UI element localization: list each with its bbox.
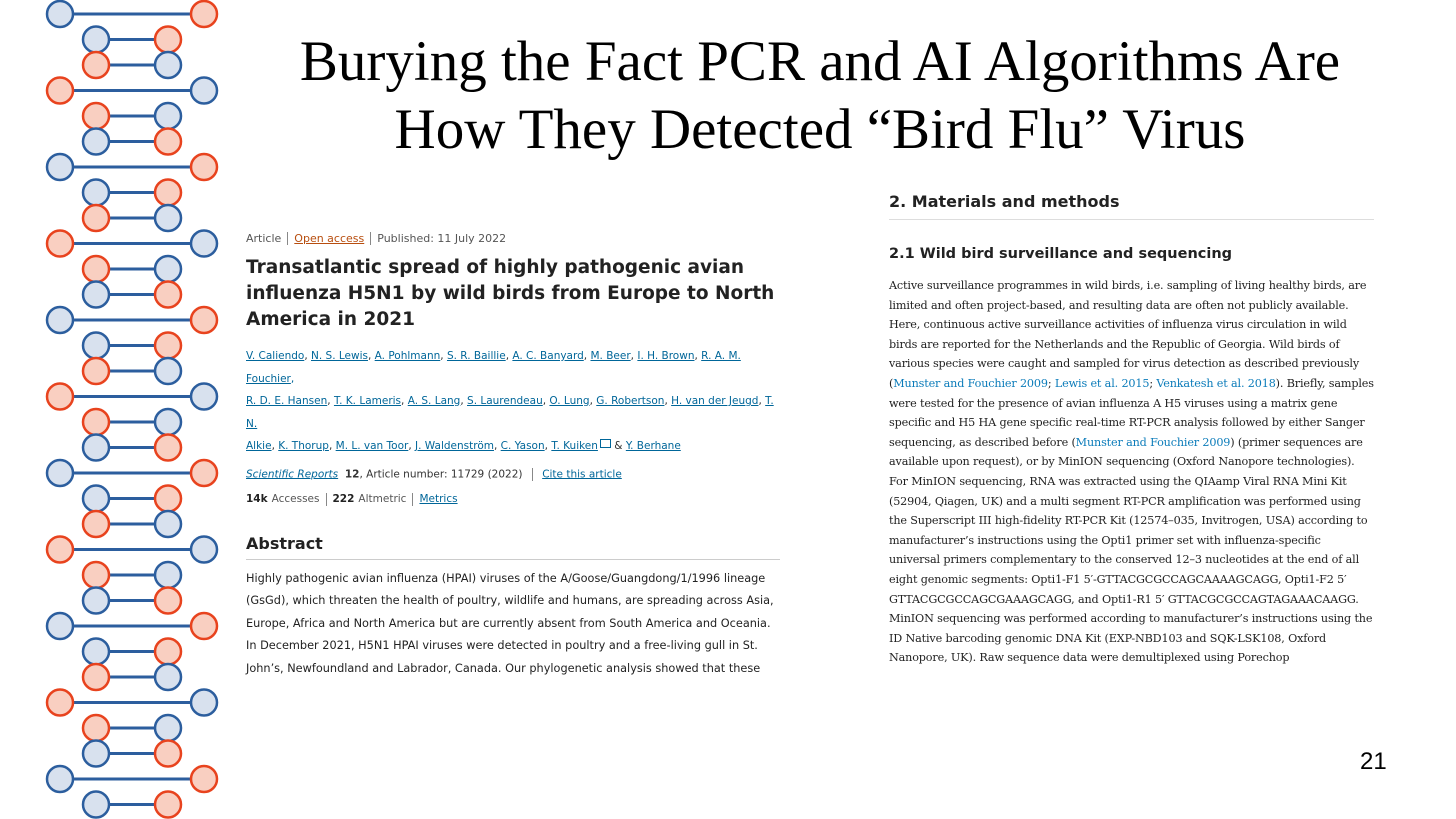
author-link[interactable]: M. Beer	[590, 350, 631, 362]
dna-base-red	[155, 129, 181, 155]
author-link[interactable]: J. Waldenström	[415, 440, 494, 452]
dna-base-red	[155, 792, 181, 818]
author-link[interactable]: H. van der Jeugd	[671, 395, 759, 407]
article-metrics	[246, 493, 780, 506]
author-link[interactable]: A. Pohlmann	[374, 350, 441, 362]
dna-base-blue	[155, 256, 181, 282]
page-number: 21	[1360, 748, 1387, 775]
slide-title-line-1: Burying the Fact PCR and AI Algorithms Are	[299, 30, 1341, 93]
dna-base-red	[83, 358, 109, 384]
abstract-body	[246, 568, 780, 681]
dna-base-red	[83, 511, 109, 537]
altmetric-value: 222	[332, 493, 355, 505]
dna-base-blue	[83, 486, 109, 512]
dna-base-red	[155, 27, 181, 53]
dna-base-red	[83, 52, 109, 78]
author-link[interactable]: T. K. Lameris	[333, 395, 402, 407]
paragraph-text: Active surveillance programmes in wild birds, i.e. sampling of living healthy birds, are limited and often project-based, and resulting data are often not publicly available. Here, continuous active surveillance activities of influenza virus circulation in wild birds are reported for the Netherlands and the Republic of Georgia. Wild birds of various species were caught and sampled for virus detection as described previously (	[889, 279, 1367, 390]
article-meta	[246, 232, 780, 245]
dna-base-blue	[83, 333, 109, 359]
author-link[interactable]: R. D. E. Hansen	[246, 395, 328, 407]
dna-base-blue	[83, 282, 109, 308]
meta-divider	[326, 493, 327, 506]
dna-base-blue	[83, 435, 109, 461]
author-link[interactable]: S. R. Baillie	[446, 350, 506, 362]
altmetric-label: Altmetric	[358, 493, 407, 505]
dna-base-blue	[83, 639, 109, 665]
accesses-label: Accesses	[271, 493, 320, 505]
dna-base-blue	[83, 180, 109, 206]
dna-base-red	[47, 690, 73, 716]
author-link[interactable]: S. Laurendeau	[467, 395, 543, 407]
dna-base-blue	[155, 715, 181, 741]
subsection-heading: 2.1 Wild bird surveillance and sequencing	[889, 246, 1233, 262]
dna-base-red	[191, 307, 217, 333]
author-line: R. D. E. Hansen, T. K. Lameris, A. S. Lang, S. Laurendeau, O. Lung, G. Robertson, H. van der Jeugd, T. N.	[246, 395, 774, 430]
author-link[interactable]: G. Robertson	[596, 395, 665, 407]
dna-base-red	[155, 435, 181, 461]
paragraph-text: ). Briefly, samples were tested for the presence of avian influenza A H5 viruses using a matrix gene specific and H5 HA gene specific real-time RT-PCR analysis followed by either Sanger sequencing, as described before (	[889, 376, 1374, 449]
author-link[interactable]: Y. Berhane	[625, 440, 681, 452]
article-title: Transatlantic spread of highly pathogenic avian influenza H5N1 by wild birds from Europe to North America in 2021	[246, 257, 775, 330]
dna-base-blue	[155, 562, 181, 588]
dna-base-red	[191, 766, 217, 792]
dna-base-red	[83, 664, 109, 690]
reference-separator: ;	[1047, 376, 1055, 390]
section-heading: 2. Materials and methods	[889, 192, 1374, 220]
dna-base-blue	[155, 358, 181, 384]
dna-base-red	[47, 231, 73, 257]
metrics-link[interactable]: Metrics	[419, 493, 458, 505]
abstract-line: (GsGd), which threaten the health of poultry, wildlife and humans, are spreading across Asia,	[246, 594, 774, 608]
reference-link[interactable]: Lewis et al. 2015	[1054, 376, 1150, 390]
accesses-value: 14k	[246, 493, 268, 505]
dna-base-red	[191, 154, 217, 180]
dna-base-red	[155, 588, 181, 614]
author-link[interactable]: C. Yason	[500, 440, 545, 452]
dna-base-red	[191, 613, 217, 639]
dna-base-red	[155, 180, 181, 206]
dna-base-red	[155, 333, 181, 359]
dna-base-blue	[83, 588, 109, 614]
dna-base-red	[83, 103, 109, 129]
methods-paragraph	[889, 276, 1374, 668]
reference-separator: ;	[1149, 376, 1157, 390]
meta-divider	[287, 232, 288, 245]
article-screenshot	[246, 232, 780, 680]
dna-base-red	[191, 1, 217, 27]
dna-base-red	[47, 384, 73, 410]
dna-base-red	[83, 256, 109, 282]
dna-base-blue	[155, 103, 181, 129]
abstract-heading: Abstract	[246, 534, 780, 560]
dna-base-blue	[47, 154, 73, 180]
dna-base-blue	[47, 1, 73, 27]
open-access-link[interactable]: Open access	[294, 232, 365, 245]
dna-base-blue	[47, 613, 73, 639]
reference-link[interactable]: Munster and Fouchier 2009	[1075, 435, 1231, 449]
citation-line	[246, 468, 780, 481]
paragraph-text: ) (primer sequences are available upon request), or by MinION sequencing (Oxford Nanopore technologies). For MinION sequencing, RNA was extracted using the QIAamp Viral RNA Mini Kit (52904, Qiagen, UK) and a multi segment RT-PCR amplification was performed using the Superscript III high-fidelity RT-PCR Kit (12574–035, Invitrogen, USA) according to manufacturer’s instructions using the Opti1 primer set with influenza-specific universal primers complementary to the conserved 12–3 nucleotides at the end of all eight genomic segments: Opti1-F1 5′-GTTACGCGCCAGCAAAAGCAGG, Opti1-F2 5′ GTTACGCGCCAGCGAAAGCAGG, and Opti1-R1 5′ GTTACGCGCCAGTAGAAACAAGG. MinION sequencing was performed according to manufacturer’s instructions using the ID Native barcoding genomic DNA Kit (EXP-NBD103 and SQK-LSK108, Oxford Nanopore, UK). Raw sequence data were demultiplexed using Porechop	[889, 435, 1373, 665]
dna-base-blue	[155, 511, 181, 537]
dna-base-blue	[83, 129, 109, 155]
cite-this-article-link[interactable]: Cite this article	[542, 468, 622, 480]
abstract-line: Europe, Africa and North America but are currently absent from South America and Oceania.	[246, 616, 771, 630]
author-link[interactable]: N. S. Lewis	[311, 350, 368, 362]
author-link[interactable]: Alkie	[246, 440, 272, 452]
dna-base-blue	[191, 690, 217, 716]
dna-base-blue	[83, 27, 109, 53]
dna-base-blue	[155, 205, 181, 231]
dna-base-red	[83, 715, 109, 741]
reference-link[interactable]: Munster and Fouchier 2009	[893, 376, 1048, 390]
email-icon[interactable]	[600, 439, 611, 448]
dna-base-blue	[155, 409, 181, 435]
meta-divider	[412, 493, 413, 506]
dna-base-blue	[47, 766, 73, 792]
dna-base-red	[83, 562, 109, 588]
slide-title	[235, 28, 1405, 164]
author-link[interactable]: R. A. M. Fouchier	[246, 350, 741, 385]
meta-divider	[370, 232, 371, 245]
dna-base-red	[191, 460, 217, 486]
dna-base-red	[83, 409, 109, 435]
article-type: Article	[246, 232, 282, 245]
meta-divider	[532, 468, 533, 481]
journal-volume: 12	[344, 468, 360, 480]
author-link[interactable]: A. C. Banyard	[512, 350, 584, 362]
dna-base-blue	[191, 384, 217, 410]
author-line: Alkie, K. Thorup, M. L. van Toor, J. Waldenström, C. Yason, T. Kuiken & Y. Berhane	[246, 440, 681, 452]
dna-base-red	[47, 537, 73, 563]
abstract-line: Highly pathogenic avian influenza (HPAI) viruses of the A/Goose/Guangdong/1/1996 lineage	[246, 571, 766, 585]
dna-base-blue	[191, 231, 217, 257]
author-link[interactable]: O. Lung	[549, 395, 590, 407]
author-link[interactable]: M. L. van Toor	[335, 440, 409, 452]
dna-base-blue	[83, 741, 109, 767]
dna-base-blue	[47, 460, 73, 486]
reference-link[interactable]: Venkatesh et al. 2018	[1156, 376, 1276, 390]
dna-base-blue	[83, 792, 109, 818]
slide-title-line-2: How They Detected “Bird Flu” Virus	[394, 98, 1246, 161]
dna-base-red	[47, 78, 73, 104]
dna-base-red	[155, 741, 181, 767]
dna-base-blue	[191, 537, 217, 563]
abstract-line: In December 2021, H5N1 HPAI viruses were detected in poultry and a free-living gull in St.	[246, 639, 758, 653]
author-link[interactable]: T. Kuiken	[551, 440, 598, 452]
methods-screenshot	[889, 192, 1374, 668]
dna-base-blue	[47, 307, 73, 333]
author-link[interactable]: T. N.	[246, 395, 774, 430]
author-ampersand: &	[614, 440, 623, 452]
dna-base-blue	[191, 78, 217, 104]
dna-base-red	[83, 205, 109, 231]
dna-helix-decoration	[0, 0, 230, 819]
author-link[interactable]: V. Caliendo	[246, 350, 305, 362]
published-date: Published: 11 July 2022	[377, 232, 507, 245]
dna-base-red	[155, 486, 181, 512]
dna-base-red	[155, 282, 181, 308]
dna-base-red	[155, 639, 181, 665]
dna-base-blue	[155, 52, 181, 78]
author-line: V. Caliendo, N. S. Lewis, A. Pohlmann, S. R. Baillie, A. C. Banyard, M. Beer, I. H. Brown, R. A. M. Fouchier,	[246, 350, 741, 385]
dna-base-blue	[155, 664, 181, 690]
author-list	[246, 345, 780, 458]
author-link[interactable]: A. S. Lang	[407, 395, 461, 407]
author-link[interactable]: I. H. Brown	[637, 350, 695, 362]
abstract-line: John’s, Newfoundland and Labrador, Canada. Our phylogenetic analysis showed that these	[246, 661, 761, 675]
journal-link[interactable]: Scientific Reports	[246, 468, 339, 480]
article-number: , Article number: 11729 (2022)	[359, 468, 523, 480]
author-link[interactable]: K. Thorup	[278, 440, 329, 452]
